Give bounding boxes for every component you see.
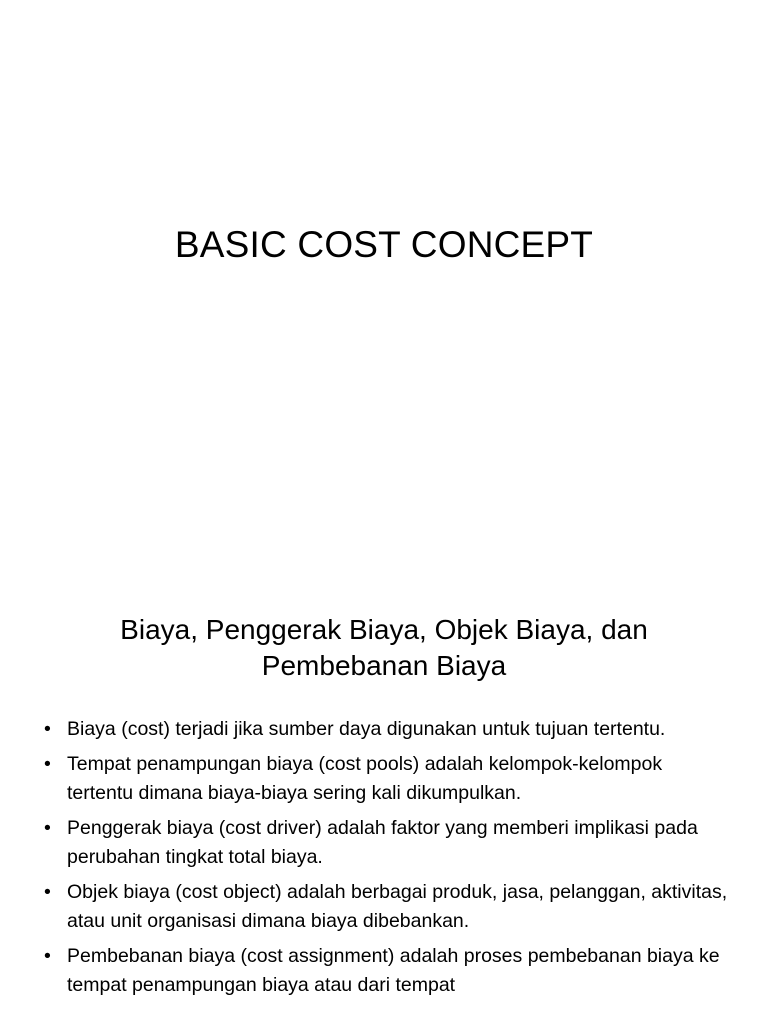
bullet-icon: • <box>44 718 51 740</box>
bullet-icon: • <box>44 945 51 967</box>
bullet-text: Penggerak biaya (cost driver) adalah faktor yang memberi implikasi pada perubahan tingkat total biaya. <box>67 817 698 868</box>
bullet-text: Biaya (cost) terjadi jika sumber daya digunakan untuk tujuan tertentu. <box>67 718 666 740</box>
bullet-text: Tempat penampungan biaya (cost pools) adalah kelompok-kelompok tertentu dimana biaya-biaya sering kali dikumpulkan. <box>67 753 663 804</box>
bullet-icon: • <box>44 817 51 839</box>
bullet-text: Objek biaya (cost object) adalah berbagai produk, jasa, pelanggan, aktivitas, atau unit organisasi dimana biaya dibebankan. <box>67 881 728 932</box>
bullet-item <box>40 942 730 1000</box>
bullet-list <box>40 715 730 1006</box>
bullet-item <box>40 750 730 808</box>
slide-heading <box>40 612 728 684</box>
bullet-icon: • <box>44 753 51 775</box>
slide-heading-line-2: Pembebanan Biaya <box>261 650 507 681</box>
bullet-item <box>40 878 730 936</box>
content-slide <box>0 576 768 1024</box>
bullet-text: Pembebanan biaya (cost assignment) adalah proses pembebanan biaya ke tempat penampungan biaya atau dari tempat <box>67 945 720 996</box>
bullet-item <box>40 814 730 872</box>
bullet-item <box>40 715 730 744</box>
slide-heading-line-1: Biaya, Penggerak Biaya, Objek Biaya, dan <box>120 614 648 645</box>
slide-title: BASIC COST CONCEPT <box>174 224 594 265</box>
bullet-icon: • <box>44 881 51 903</box>
